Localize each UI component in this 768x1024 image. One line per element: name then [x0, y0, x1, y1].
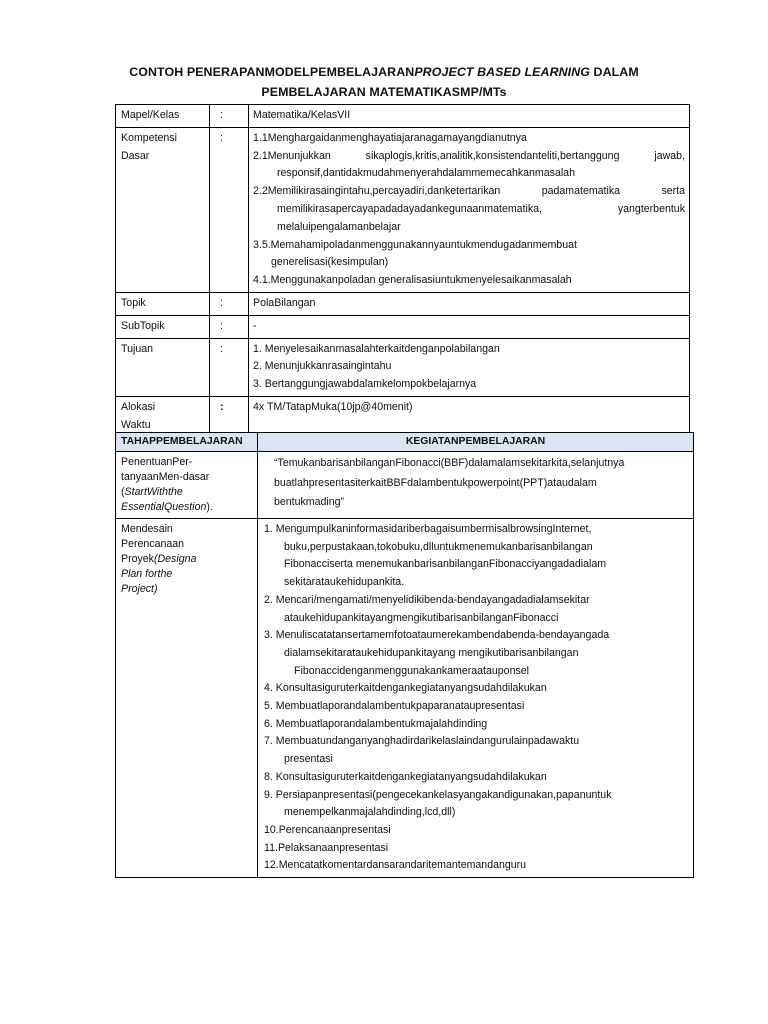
stage-line: Project): [121, 583, 158, 595]
row-separator: :: [210, 105, 249, 128]
list-item: [264, 787, 687, 822]
kd-item-cont: responsif,dantidakmudahmenyerahdalammemecahkanmasalah: [277, 167, 575, 180]
list-item: 8. Konsultasiguruterkaitdengankegiatanyangsudahdilakukan: [264, 770, 547, 783]
stage-cell: [116, 519, 258, 878]
table-header-row: [116, 433, 694, 452]
step-line: buku,perpustakaan,tokobuku,dlluntukmenemukanbarisanbilangan: [284, 540, 593, 553]
table-row: [116, 396, 690, 437]
label-line: Waktu: [121, 418, 151, 431]
row-separator: :: [210, 315, 249, 338]
stage-line: Plan forthe: [121, 568, 173, 580]
tujuan-item: 1. Menyelesaikanmasalahterkaitdenganpolabilangan: [253, 342, 500, 355]
title-text-part2: DALAM: [590, 65, 639, 79]
document-title-line2: PEMBELAJARAN MATEMATIKASMP/MTs: [261, 85, 507, 99]
question-line: buatlahpresentasiterkaitBBFdalambentukpowerpoint(PPT)ataudalam: [274, 476, 597, 489]
title-text-italic: PROJECT BASED LEARNING: [414, 65, 590, 79]
list-item: 6. Membuatlaporandalambentukmajalahdinding: [264, 717, 488, 730]
list-item: [264, 521, 687, 592]
step-line: 7. Membuatundanganyanghadirdarikelaslaindangurulainpadawaktu: [264, 735, 580, 748]
row-separator: :: [210, 338, 249, 396]
stage-italic: EssentialQuestion: [121, 501, 207, 513]
kd-item-cont: memilikirasapercayapadadayadankegunaanmatematika, yangterbentuk: [277, 202, 685, 215]
stage-plain: Proyek: [121, 553, 154, 565]
label-line: Dasar: [121, 149, 150, 162]
list-item: [264, 592, 687, 627]
lesson-info-table: [115, 104, 690, 438]
row-separator: :: [210, 292, 249, 315]
kd-item: 2.2Memilikirasaingintahu,percayadiri,danketertarikan padamatematika serta: [253, 185, 685, 198]
driving-question: [264, 454, 687, 513]
row-separator: :: [210, 396, 249, 437]
table-row: [116, 315, 690, 338]
label-line: Kompetensi: [121, 131, 177, 144]
activity-cell: [258, 519, 694, 878]
step-line: Fibonaccidenganmenggunakankameraatauponsel: [294, 664, 529, 677]
question-line: “TemukanbarisanbilanganFibonacci(BBF)dalamalamsekitarkita,selanjutnya: [274, 457, 625, 469]
kd-item: 1.1Menghargaidanmenghayatiajaranagamayangdianutnya: [253, 131, 527, 144]
stage-line: Perencanaan: [121, 538, 185, 550]
stage-line: tanyaanMen-dasar: [121, 471, 210, 483]
kompetensi-dasar-list: [249, 127, 690, 292]
step-line: menempelkanmajalahdinding,lcd,dll): [284, 806, 456, 819]
activity-cell: [258, 452, 694, 519]
row-label: [116, 127, 210, 292]
step-line: 1. MengumpulkaninformasidariberbagaisumbermisalbrowsingInternet,: [264, 523, 592, 535]
stage-line: [121, 552, 252, 567]
row-separator: :: [210, 127, 249, 292]
step-line: sekitarataukehidupankita.: [284, 576, 405, 589]
step-line: 2. Mencari/mengamati/menyelidikibenda-bendayangadadialamsekitar: [264, 593, 590, 606]
kd-item-cont: generelisasi(kesimpulan): [271, 256, 389, 269]
step-line: 3. Menuliscatatansertamemfotoataumerekambendabenda-bendayangada: [264, 629, 610, 642]
list-item: 4. Konsultasiguruterkaitdengankegiatanyangsudahdilakukan: [264, 682, 547, 695]
row-value: PolaBilangan: [249, 292, 690, 315]
table-row: [116, 127, 690, 292]
step-line: Fibonacciserta menemukanbarisanbilanganFibonacciyangadadialam: [284, 558, 607, 571]
step-line: 9. Persiapanpresentasi(pengecekankelasyangakandigunakan,papanuntuk: [264, 788, 612, 801]
title-text-part1: CONTOH PENERAPANMODELPEMBELAJARAN: [129, 65, 415, 79]
stage-line: [121, 500, 252, 515]
document-title: [0, 65, 768, 79]
list-item: 5. Membuatlaporandalambentukpaparanataupresentasi: [264, 700, 525, 713]
learning-activities-table: [115, 432, 694, 878]
question-line: bentukmading”: [274, 496, 345, 508]
row-value: -: [249, 315, 690, 338]
list-item: 12.Mencatatkomentardansarandaritemantemandanguru: [264, 859, 527, 872]
kd-item: 3.5.Memahamipoladanmenggunakannyauntukmendugadanmembuat: [253, 238, 577, 251]
tujuan-list: [249, 338, 690, 396]
stage-line: PenentuanPer-: [121, 456, 193, 468]
stage-line: [121, 485, 252, 500]
row-label: SubTopik: [116, 315, 210, 338]
kd-item: 4.1.Menggunakanpoladan generalisasiuntukmenyelesaikanmasalah: [253, 274, 572, 287]
tujuan-item: 2. Menunjukkanrasaingintahu: [253, 360, 392, 373]
kd-item-cont: melaluipengalamanbelajar: [277, 220, 401, 233]
label-line: Alokasi: [121, 400, 156, 413]
stage-italic: StartWiththe: [124, 486, 183, 498]
column-header-activity: KEGIATANPEMBELAJARAN: [258, 433, 694, 452]
row-label: Topik: [116, 292, 210, 315]
table-row: [116, 519, 694, 878]
list-item: 11.Pelaksanaanpresentasi: [264, 841, 389, 854]
list-item: [264, 627, 687, 680]
tujuan-item: 3. Bertanggungjawabdalamkelompokbelajarnya: [253, 378, 477, 391]
row-value: 4x TM/TatapMuka(10jp@40menit): [249, 396, 690, 437]
paren: ).: [206, 501, 213, 513]
row-label: [116, 396, 210, 437]
table-row: [116, 338, 690, 396]
row-label: Mapel/Kelas: [116, 105, 210, 128]
step-line: dialamsekitarataukehidupankitayang mengikutibarisanbilangan: [284, 646, 579, 659]
table-row: [116, 292, 690, 315]
row-label: Tujuan: [116, 338, 210, 396]
row-value: Matematika/KelasVII: [249, 105, 690, 128]
list-item: [264, 733, 687, 768]
stage-italic: (Designa: [153, 553, 197, 565]
step-line: presentasi: [284, 753, 333, 766]
kd-item: 2.1Menunjukkan sikaplogis,kritis,analitik,konsistendanteliti,bertanggung jawab,: [253, 149, 685, 162]
paren: (: [121, 486, 125, 498]
stage-line: Mendesain: [121, 523, 173, 535]
column-header-stage: TAHAPPEMBELAJARAN: [116, 433, 258, 452]
activity-steps-list: [264, 521, 687, 875]
table-row: [116, 105, 690, 128]
step-line: ataukehidupankitayangmengikutibarisanbilanganFibonacci: [284, 611, 559, 624]
table-row: [116, 452, 694, 519]
list-item: 10.Perencanaanpresentasi: [264, 823, 391, 836]
stage-cell: [116, 452, 258, 519]
